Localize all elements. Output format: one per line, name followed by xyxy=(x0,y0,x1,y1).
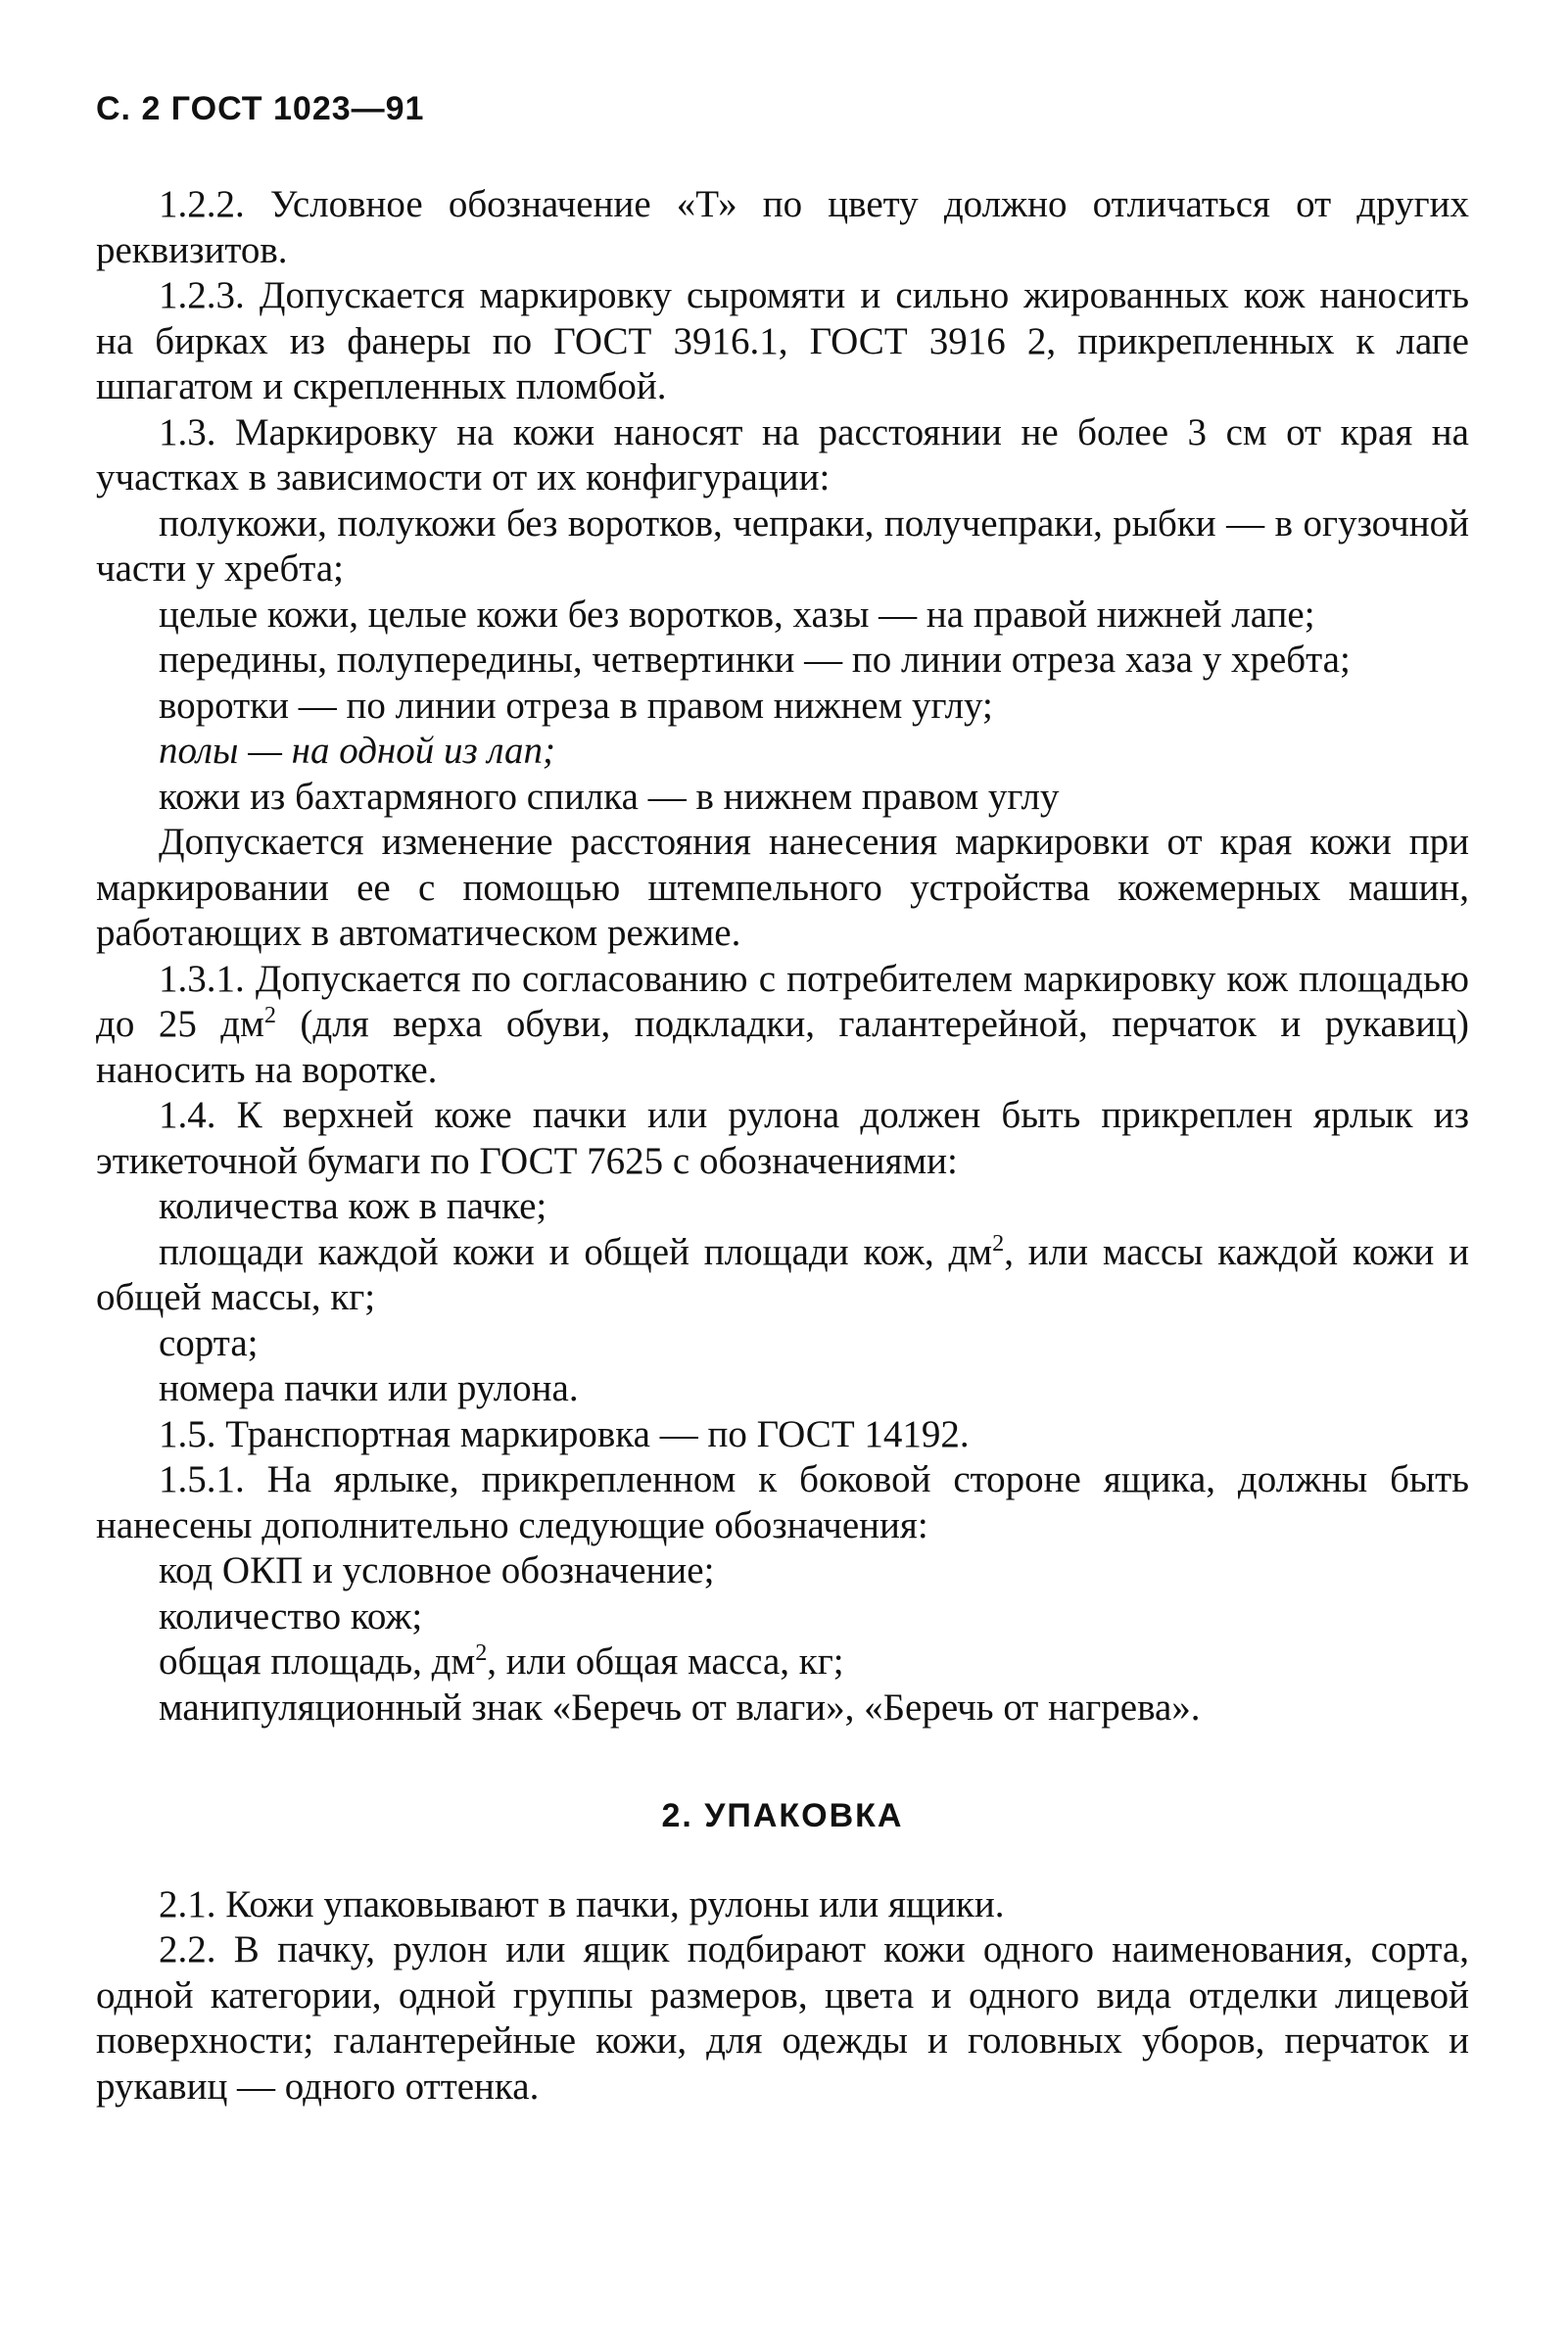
superscript: 2 xyxy=(475,1639,488,1666)
list-item: кожи из бахтармяного спилка — в нижнем правом углу xyxy=(159,775,1060,818)
superscript: 2 xyxy=(992,1229,1005,1257)
list-item xyxy=(96,1230,1469,1321)
paragraph-1-5: 1.5. Транспортная маркировка — по ГОСТ 14192. xyxy=(159,1412,970,1455)
paragraph-1-4: 1.4. К верхней коже пачки или рулона должен быть прикреплен ярлык из этикеточной бумаги по ГОСТ 7625 с обозначениями: xyxy=(96,1094,1469,1182)
paragraph-1-3-1 xyxy=(96,957,1469,1094)
paragraph-1-3-note: Допускается изменение расстояния нанесения маркировки от края кожи при маркировании ее с помощью штемпельного устройства кожемерных машин, работающих в автоматическом режиме. xyxy=(96,821,1469,954)
list-item: полукожи, полукожи без воротков, чепраки, получепраки, рыбки — в огузочной части у хребта; xyxy=(96,501,1469,590)
list-item: воротки — по линии отреза в правом нижнем углу; xyxy=(159,684,993,727)
text-segment: площади каждой кожи и общей площади кож, дм xyxy=(159,1230,993,1273)
superscript: 2 xyxy=(263,1002,276,1028)
text-segment: общая площадь, дм xyxy=(159,1640,476,1683)
list-item: количества кож в пачке; xyxy=(159,1185,547,1227)
text-segment: (для верха обуви, подкладки, галантерейной, перчаток и рукавиц) наносить на воротке. xyxy=(96,1003,1469,1091)
page-header: С. 2 ГОСТ 1023—91 xyxy=(96,90,425,127)
list-item: полы — на одной из лап; xyxy=(159,730,555,772)
list-item xyxy=(96,1639,1469,1685)
list-item: номера пачки или рулона. xyxy=(159,1367,579,1409)
list-item: манипуляционный знак «Беречь от влаги», «Беречь от нагрева». xyxy=(159,1685,1201,1729)
paragraph-2-1: 2.1. Кожи упаковывают в пачки, рулоны или ящики. xyxy=(159,1882,1005,1925)
list-item: количество кож; xyxy=(159,1594,423,1638)
paragraph-1-3: 1.3. Маркировку на кожи наносят на расстоянии не более 3 см от края на участках в зависимости от их конфигурации: xyxy=(96,410,1469,498)
text-segment: , или общая масса, кг; xyxy=(487,1640,844,1683)
list-item: код ОКП и условное обозначение; xyxy=(159,1549,715,1591)
section-title: 2. УПАКОВКА xyxy=(661,1797,904,1834)
paragraph-1-2-2: 1.2.2. Условное обозначение «Т» по цвету должно отличаться от других реквизитов. xyxy=(96,183,1469,271)
text-segment: , или массы каждой кожи и общей массы, кг; xyxy=(96,1230,1470,1318)
text-segment: 1.3.1. Допускается по согласованию с потребителем маркировку кож площадью до 25 дм xyxy=(96,957,1469,1045)
list-item: сорта; xyxy=(159,1321,259,1364)
paragraph-1-5-1: 1.5.1. На ярлыке, прикрепленном к боковой стороне ящика, должны быть нанесены дополнительно следующие обозначения: xyxy=(96,1458,1469,1546)
list-item: целые кожи, целые кожи без воротков, хазы — на правой нижней лапе; xyxy=(159,593,1315,636)
paragraph-1-2-3: 1.2.3. Допускается маркировку сыромяти и сильно жированных кож наносить на бирках из фанеры по ГОСТ 3916.1, ГОСТ 3916 2, прикрепленных к лапе шпагатом и скрепленных пломбой. xyxy=(96,274,1469,407)
list-item: передины, полупередины, четвертинки — по линии отреза хаза у хребта; xyxy=(159,639,1351,681)
document-body xyxy=(96,182,1469,2110)
paragraph-2-2: 2.2. В пачку, рулон или ящик подбирают кожи одного наименования, сорта, одной категории, одной группы размеров, цвета и одного вида отделки лицевой поверхности; галантерейные кожи, для одежды и головных уборов, перчаток и рукавиц — одного оттенка. xyxy=(96,1928,1469,2108)
